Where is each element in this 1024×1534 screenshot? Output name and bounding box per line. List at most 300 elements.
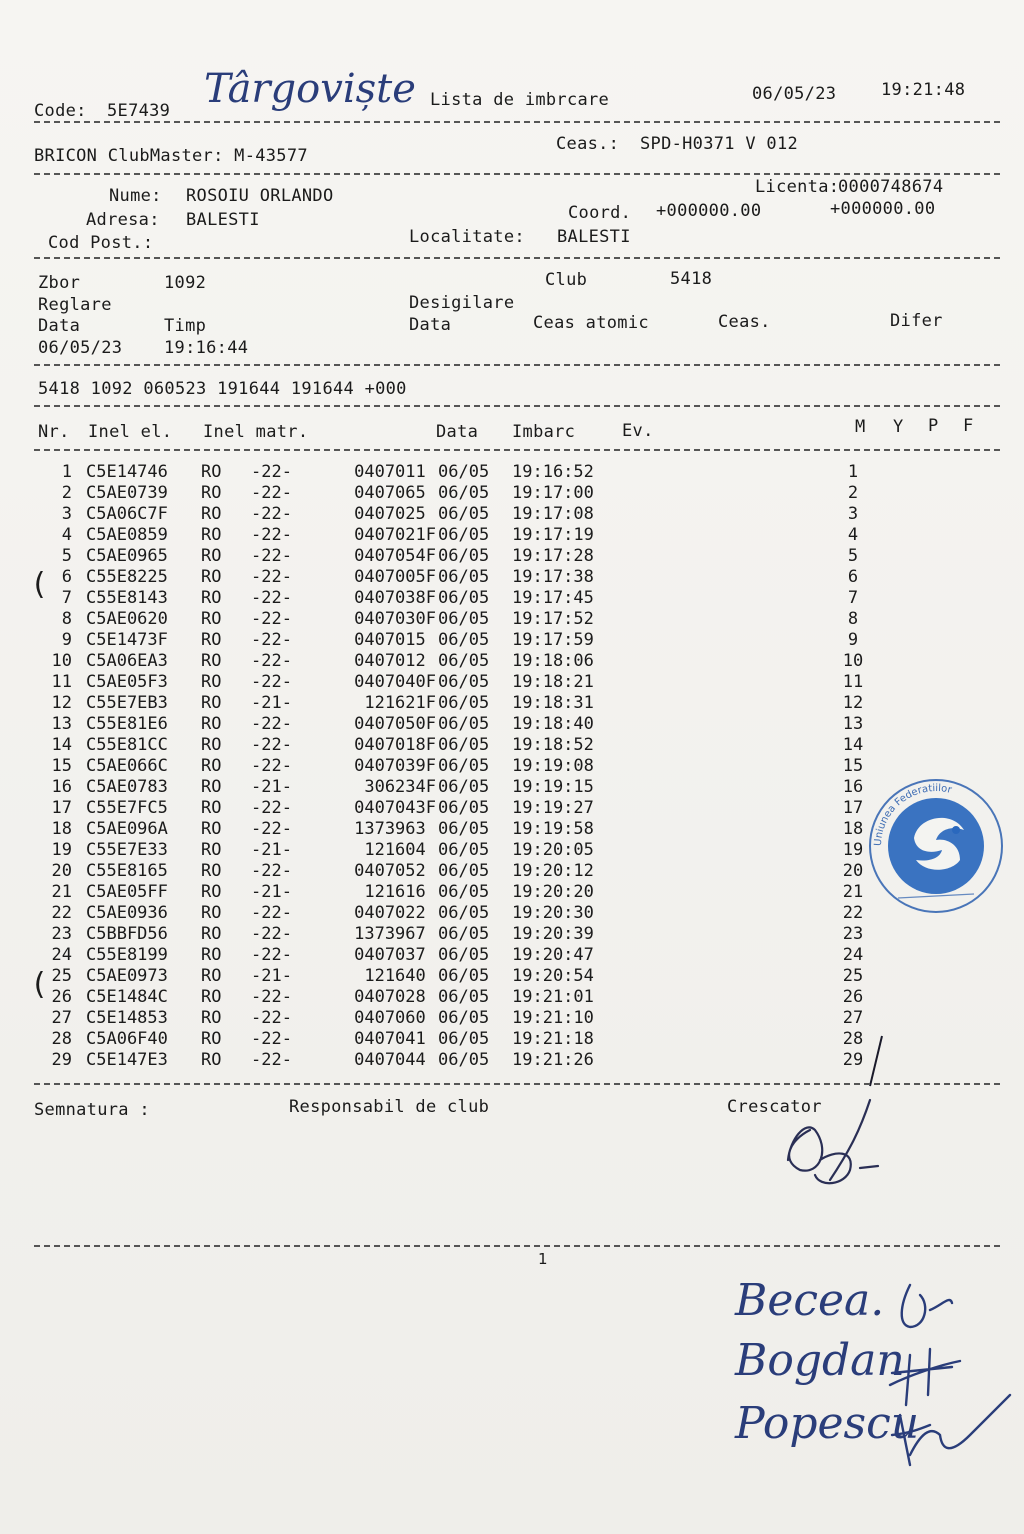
row-time: 19:21:18 [512,1029,594,1049]
row-m: 16 [842,777,864,797]
row-inel-el: C5BBFD56 [86,924,168,944]
coord-x: +000000.00 [656,201,762,221]
row-inel-el: C5E1473F [86,630,168,650]
divider [34,257,1000,259]
row-country: RO [201,525,222,545]
row-inel-el: C5AE0936 [86,903,168,923]
row-nr: 15 [51,756,72,776]
handwritten-name-1: Becea. [735,1275,885,1326]
row-m: 11 [842,672,864,692]
zbor-value: 1092 [164,273,207,293]
row-inel-el: C5AE066C [86,756,168,776]
row-inel-matr: 0407054F [354,546,436,566]
col-imbarc: Imbarc [512,422,576,442]
col-data: Data [436,422,479,442]
row-inel-el: C55E8165 [86,861,168,881]
row-inel-el: C55E81E6 [86,714,168,734]
clock-label: Ceas.: [556,134,620,154]
col-m: M [855,417,866,437]
row-time: 19:20:12 [512,861,594,881]
row-date: 06/05 [438,798,490,818]
row-time: 19:21:01 [512,987,594,1007]
row-time: 19:17:59 [512,630,594,650]
coord-y: +000000.00 [830,199,936,219]
row-date: 06/05 [438,693,490,713]
row-country: RO [201,567,222,587]
row-m: 3 [847,504,859,524]
row-date: 06/05 [438,714,490,734]
row-country: RO [201,462,222,482]
row-year: -22- [251,546,292,566]
row-m: 23 [842,924,864,944]
pigeon-seal-icon [856,768,1016,918]
row-m: 22 [842,903,864,923]
row-time: 19:17:45 [512,588,594,608]
row-m: 26 [842,987,864,1007]
bracket-mark-icon: ( [30,567,49,602]
row-country: RO [201,840,222,860]
row-nr: 16 [51,777,72,797]
row-inel-matr: 0407011 [354,462,436,482]
row-inel-el: C5E14746 [86,462,168,482]
row-country: RO [201,483,222,503]
row-year: -21- [251,882,292,902]
row-country: RO [201,588,222,608]
row-year: -22- [251,756,292,776]
row-inel-el: C55E7E33 [86,840,168,860]
row-nr: 3 [61,504,72,524]
row-year: -22- [251,672,292,692]
row-date: 06/05 [438,483,490,503]
row-m: 12 [842,693,864,713]
row-country: RO [201,777,222,797]
row-time: 19:18:40 [512,714,594,734]
row-time: 19:18:31 [512,693,594,713]
row-time: 19:17:19 [512,525,594,545]
code-value: 5E7439 [107,101,171,121]
row-inel-matr: 0407065 [354,483,436,503]
flight-code-line: 5418 1092 060523 191644 191644 +000 [38,379,407,399]
row-date: 06/05 [438,504,490,524]
row-date: 06/05 [438,462,490,482]
row-inel-el: C5AE0739 [86,483,168,503]
row-year: -22- [251,651,292,671]
name-label: Nume: [109,186,162,206]
row-country: RO [201,651,222,671]
row-time: 19:16:52 [512,462,594,482]
row-nr: 19 [51,840,72,860]
row-inel-matr: 121604 [364,840,436,860]
divider [34,405,1000,407]
row-nr: 27 [51,1008,72,1028]
row-year: -21- [251,693,292,713]
row-m: 18 [842,819,864,839]
row-inel-matr: 0407028 [354,987,436,1007]
row-inel-matr: 0407021F [354,525,436,545]
row-date: 06/05 [438,987,490,1007]
row-year: -22- [251,483,292,503]
row-year: -22- [251,1029,292,1049]
row-year: -22- [251,1050,292,1070]
row-country: RO [201,966,222,986]
des-data-label: Data [409,315,452,335]
row-inel-matr: 1373967 [354,924,436,944]
ceas-label: Ceas. [718,312,771,332]
row-nr: 11 [51,672,72,692]
row-m: 28 [842,1029,864,1049]
row-date: 06/05 [438,630,490,650]
row-inel-el: C5AE096A [86,819,168,839]
row-inel-matr: 0407022 [354,903,436,923]
divider [34,1083,1000,1085]
row-country: RO [201,1050,222,1070]
divider [34,173,1000,175]
row-nr: 20 [51,861,72,881]
row-date: 06/05 [438,882,490,902]
row-inel-el: C55E81CC [86,735,168,755]
row-inel-matr: 0407043F [354,798,436,818]
row-country: RO [201,987,222,1007]
row-inel-el: C5AE0783 [86,777,168,797]
col-p: P [928,416,939,436]
divider [34,1245,1000,1247]
row-year: -21- [251,966,292,986]
row-inel-el: C55E8199 [86,945,168,965]
col-inel-el: Inel el. [88,422,173,442]
row-nr: 29 [51,1050,72,1070]
row-m: 14 [842,735,864,755]
row-nr: 8 [61,609,72,629]
system-id: BRICON ClubMaster: M-43577 [34,146,308,166]
row-inel-el: C5A06C7F [86,504,168,524]
row-inel-el: C5AE0973 [86,966,168,986]
difer-label: Difer [890,311,943,331]
row-date: 06/05 [438,840,490,860]
row-inel-matr: 0407012 [354,651,436,671]
row-time: 19:17:38 [512,567,594,587]
license-value: 0000748674 [838,177,944,197]
row-m: 6 [847,567,859,587]
club-label: Club [545,270,588,290]
row-time: 19:18:52 [512,735,594,755]
row-year: -22- [251,735,292,755]
row-country: RO [201,672,222,692]
handwritten-name-2: Bogdan [735,1335,905,1386]
row-nr: 26 [51,987,72,1007]
row-time: 19:18:21 [512,672,594,692]
row-inel-matr: 0407040F [354,672,436,692]
row-inel-el: C5A06F40 [86,1029,168,1049]
row-inel-el: C55E7FC5 [86,798,168,818]
row-nr: 14 [51,735,72,755]
zbor-label: Zbor [38,273,81,293]
reg-timp-label: Timp [164,316,207,336]
handwritten-name-3: Popescu [735,1398,920,1449]
row-m: 27 [842,1008,864,1028]
row-nr: 7 [61,588,72,608]
reg-time: 19:16:44 [164,338,249,358]
row-inel-matr: 306234F [364,777,436,797]
row-nr: 28 [51,1029,72,1049]
row-year: -22- [251,987,292,1007]
row-nr: 13 [51,714,72,734]
row-date: 06/05 [438,777,490,797]
row-time: 19:19:15 [512,777,594,797]
row-inel-matr: 0407018F [354,735,436,755]
row-m: 19 [842,840,864,860]
row-date: 06/05 [438,966,490,986]
row-time: 19:19:08 [512,756,594,776]
row-time: 19:21:26 [512,1050,594,1070]
document-title: Lista de imbrcare [430,90,610,110]
breeder-signature-icon [760,1090,900,1200]
row-nr: 2 [61,483,72,503]
header-date: 06/05/23 [752,84,837,104]
row-year: -22- [251,609,292,629]
crescator-label: Crescator [727,1097,822,1117]
row-year: -22- [251,903,292,923]
row-nr: 4 [61,525,72,545]
row-date: 06/05 [438,1008,490,1028]
row-date: 06/05 [438,588,490,608]
row-inel-matr: 0407015 [354,630,436,650]
row-nr: 21 [51,882,72,902]
row-country: RO [201,735,222,755]
locality-label: Localitate: [409,227,525,247]
row-inel-el: C5E1484C [86,987,168,1007]
row-nr: 23 [51,924,72,944]
row-time: 19:17:28 [512,546,594,566]
row-year: -22- [251,924,292,944]
row-inel-matr: 121621F [364,693,436,713]
desigilare-label: Desigilare [409,293,515,313]
responsabil-label: Responsabil de club [289,1097,490,1117]
divider [34,449,1000,451]
row-date: 06/05 [438,945,490,965]
row-m: 4 [847,525,859,545]
row-inel-matr: 0407041 [354,1029,436,1049]
semnatura-label: Semnatura : [34,1100,150,1120]
row-m: 20 [842,861,864,881]
row-year: -21- [251,777,292,797]
row-m: 8 [847,609,859,629]
row-country: RO [201,630,222,650]
row-m: 9 [847,630,859,650]
row-nr: 24 [51,945,72,965]
row-year: -22- [251,861,292,881]
row-time: 19:20:30 [512,903,594,923]
ceas-atomic-label: Ceas atomic [533,313,649,333]
reg-data-label: Data [38,316,81,336]
row-year: -22- [251,819,292,839]
owner-address: BALESTI [186,210,260,230]
row-m: 7 [847,588,859,608]
row-country: RO [201,903,222,923]
row-date: 06/05 [438,567,490,587]
row-inel-el: C5E147E3 [86,1050,168,1070]
row-inel-el: C5AE05F3 [86,672,168,692]
row-date: 06/05 [438,924,490,944]
row-inel-matr: 0407052 [354,861,436,881]
col-ev: Ev. [622,421,654,441]
owner-name: ROSOIU ORLANDO [186,186,334,206]
row-inel-el: C5AE05FF [86,882,168,902]
code-label: Code: [34,101,87,121]
row-time: 19:17:00 [512,483,594,503]
row-date: 06/05 [438,861,490,881]
row-year: -22- [251,588,292,608]
check-stroke-icon [852,1030,892,1090]
row-country: RO [201,756,222,776]
row-country: RO [201,882,222,902]
row-inel-matr: 0407050F [354,714,436,734]
license-label: Licenta: [755,177,840,197]
row-time: 19:20:54 [512,966,594,986]
row-inel-el: C5AE0965 [86,546,168,566]
divider [34,121,1000,123]
row-inel-matr: 0407025 [354,504,436,524]
row-nr: 9 [61,630,72,650]
row-year: -22- [251,525,292,545]
row-time: 19:20:39 [512,924,594,944]
row-date: 06/05 [438,546,490,566]
row-year: -22- [251,1008,292,1028]
row-m: 24 [842,945,864,965]
row-nr: 25 [51,966,72,986]
row-time: 19:20:47 [512,945,594,965]
row-inel-el: C55E8143 [86,588,168,608]
row-time: 19:20:20 [512,882,594,902]
row-nr: 10 [51,651,72,671]
row-inel-el: C55E8225 [86,567,168,587]
row-m: 1 [847,462,859,482]
row-time: 19:17:52 [512,609,594,629]
row-year: -22- [251,798,292,818]
address-label: Adresa: [86,210,160,230]
row-date: 06/05 [438,735,490,755]
row-inel-el: C5A06EA3 [86,651,168,671]
row-nr: 12 [51,693,72,713]
page-number: 1 [538,1250,548,1268]
row-inel-matr: 0407038F [354,588,436,608]
row-inel-matr: 121616 [364,882,436,902]
row-date: 06/05 [438,1029,490,1049]
commission-signatures-icon [880,1265,1020,1485]
row-time: 19:17:08 [512,504,594,524]
row-year: -22- [251,462,292,482]
row-date: 06/05 [438,672,490,692]
row-country: RO [201,924,222,944]
bracket-mark-icon: ( [30,967,49,1002]
row-time: 19:20:05 [512,840,594,860]
row-date: 06/05 [438,609,490,629]
row-m: 15 [842,756,864,776]
row-inel-matr: 0407060 [354,1008,436,1028]
row-date: 06/05 [438,903,490,923]
row-country: RO [201,504,222,524]
col-f: F [963,416,974,436]
reg-date: 06/05/23 [38,338,123,358]
row-time: 19:21:10 [512,1008,594,1028]
row-country: RO [201,714,222,734]
row-year: -21- [251,840,292,860]
row-country: RO [201,819,222,839]
row-inel-el: C5AE0620 [86,609,168,629]
row-inel-el: C55E7EB3 [86,693,168,713]
row-m: 13 [842,714,864,734]
row-date: 06/05 [438,756,490,776]
row-m: 25 [842,966,864,986]
col-y: Y [893,417,904,437]
row-date: 06/05 [438,525,490,545]
row-country: RO [201,945,222,965]
row-m: 2 [847,483,859,503]
row-year: -22- [251,504,292,524]
row-year: -22- [251,945,292,965]
club-value: 5418 [670,269,713,289]
row-country: RO [201,1029,222,1049]
row-inel-matr: 0407039F [354,756,436,776]
row-year: -22- [251,630,292,650]
row-m: 21 [842,882,864,902]
clock-value: SPD-H0371 V 012 [640,134,799,154]
row-nr: 1 [61,462,72,482]
row-m: 17 [842,798,864,818]
club-seal-stamp [856,768,1016,922]
row-m: 29 [842,1050,864,1070]
row-inel-matr: 121640 [364,966,436,986]
row-nr: 18 [51,819,72,839]
row-inel-matr: 1373963 [354,819,436,839]
row-inel-matr: 0407030F [354,609,436,629]
row-inel-el: C5AE0859 [86,525,168,545]
row-country: RO [201,546,222,566]
row-date: 06/05 [438,1050,490,1070]
row-inel-matr: 0407037 [354,945,436,965]
col-nr: Nr. [38,422,70,442]
row-nr: 22 [51,903,72,923]
row-m: 5 [847,546,859,566]
stamp-text: Uniunea Federatiilor [872,783,953,847]
row-inel-matr: 0407005F [354,567,436,587]
divider [34,364,1000,366]
row-country: RO [201,609,222,629]
row-country: RO [201,798,222,818]
col-inel-matr: Inel matr. [203,422,309,442]
row-time: 19:19:58 [512,819,594,839]
row-country: RO [201,693,222,713]
row-year: -22- [251,567,292,587]
row-country: RO [201,861,222,881]
row-date: 06/05 [438,819,490,839]
row-time: 19:18:06 [512,651,594,671]
row-country: RO [201,1008,222,1028]
row-inel-el: C5E14853 [86,1008,168,1028]
row-time: 19:19:27 [512,798,594,818]
row-nr: 6 [61,567,72,587]
postal-label: Cod Post.: [48,233,154,253]
row-inel-matr: 0407044 [354,1050,436,1070]
handwritten-place: Târgoviște [204,66,416,112]
row-date: 06/05 [438,651,490,671]
locality-value: BALESTI [557,227,631,247]
row-year: -22- [251,714,292,734]
row-nr: 5 [61,546,72,566]
header-time: 19:21:48 [881,80,966,100]
coord-label: Coord. [568,203,632,223]
row-nr: 17 [51,798,72,818]
reglare-label: Reglare [38,295,112,315]
